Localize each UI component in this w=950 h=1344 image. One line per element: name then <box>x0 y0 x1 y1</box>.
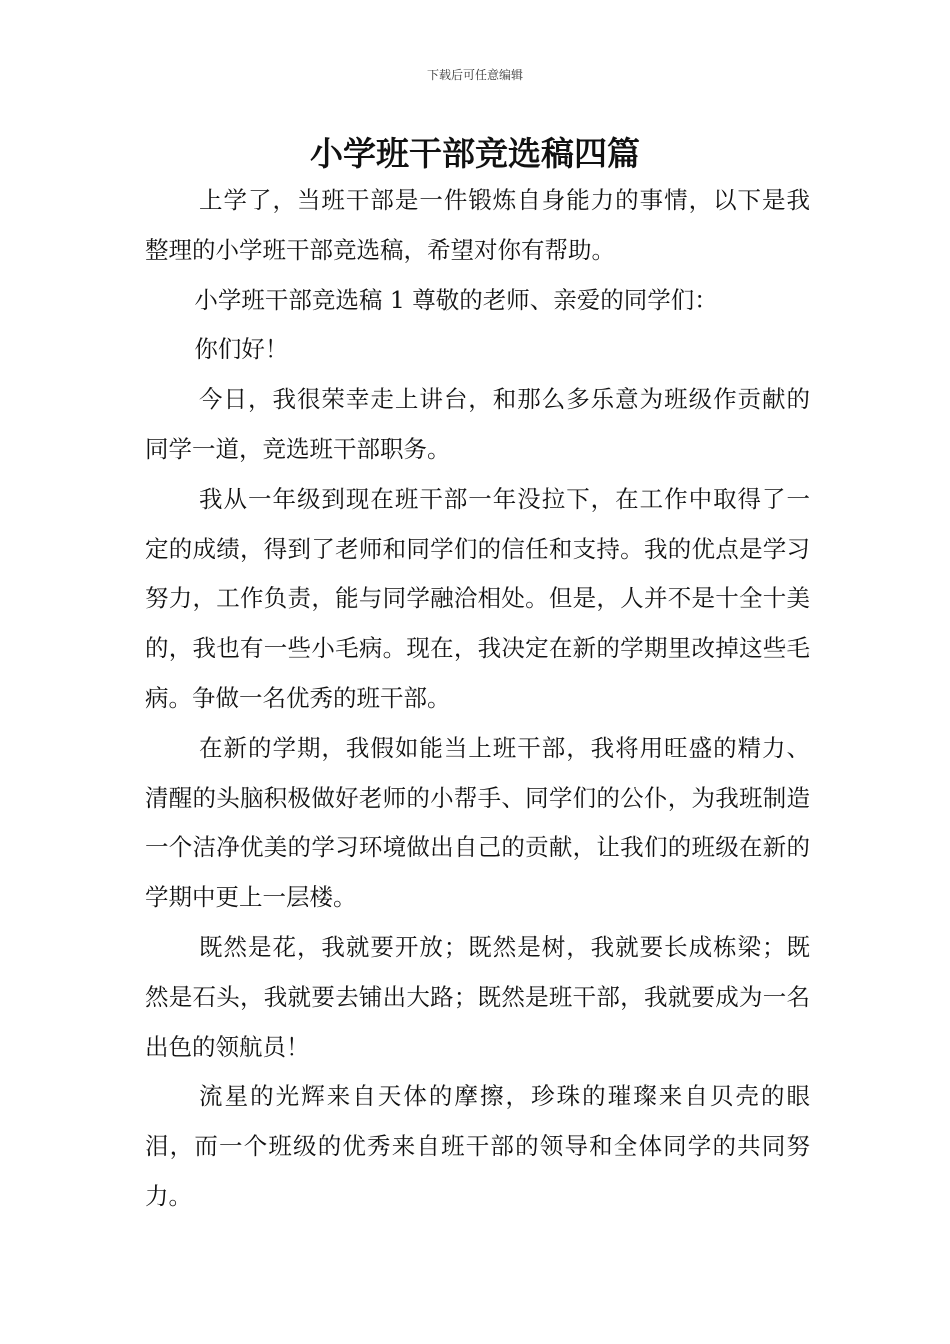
paragraph-speech-heading: 小学班干部竞选稿 1 尊敬的老师、亲爱的同学们： <box>194 285 718 314</box>
paragraph-opening: 今日，我很荣幸走上讲台，和那么多乐意为班级作贡献的同学一道，竞选班干部职务。 <box>145 385 810 463</box>
paragraph-resolve: 既然是花，我就要开放；既然是树，我就要长成栋梁；既然是石头，我就要去铺出大路；既然是班干部，我就要成为一名出色的领航员！ <box>145 932 810 1061</box>
paragraph-plan: 在新的学期，我假如能当上班干部，我将用旺盛的精力、清醒的头脑积极做好老师的小帮手、同学们的公仆，为我班制造一个洁净优美的学习环境做出自己的贡献，让我们的班级在新的学期中更上一层楼。 <box>145 733 810 912</box>
paragraph-greeting: 你们好！ <box>194 335 289 364</box>
document-body <box>145 176 810 1222</box>
document-title: 小学班干部竞选稿四篇 <box>310 134 640 173</box>
header-note: 下载后可任意编辑 <box>426 68 523 82</box>
paragraph-experience: 我从一年级到现在班干部一年没拉下，在工作中取得了一定的成绩，得到了老师和同学们的信任和支持。我的优点是学习努力，工作负责，能与同学融洽相处。但是，人并不是十全十美的，我也有一些小毛病。现在，我决定在新的学期里改掉这些毛病。争做一名优秀的班干部。 <box>145 484 810 712</box>
paragraph-intro: 上学了，当班干部是一件锻炼自身能力的事情，以下是我整理的小学班干部竞选稿，希望对你有帮助。 <box>145 186 810 264</box>
paragraph-closing: 流星的光辉来自天体的摩擦，珍珠的璀璨来自贝壳的眼泪，而一个班级的优秀来自班干部的领导和全体同学的共同努力。 <box>145 1082 810 1210</box>
